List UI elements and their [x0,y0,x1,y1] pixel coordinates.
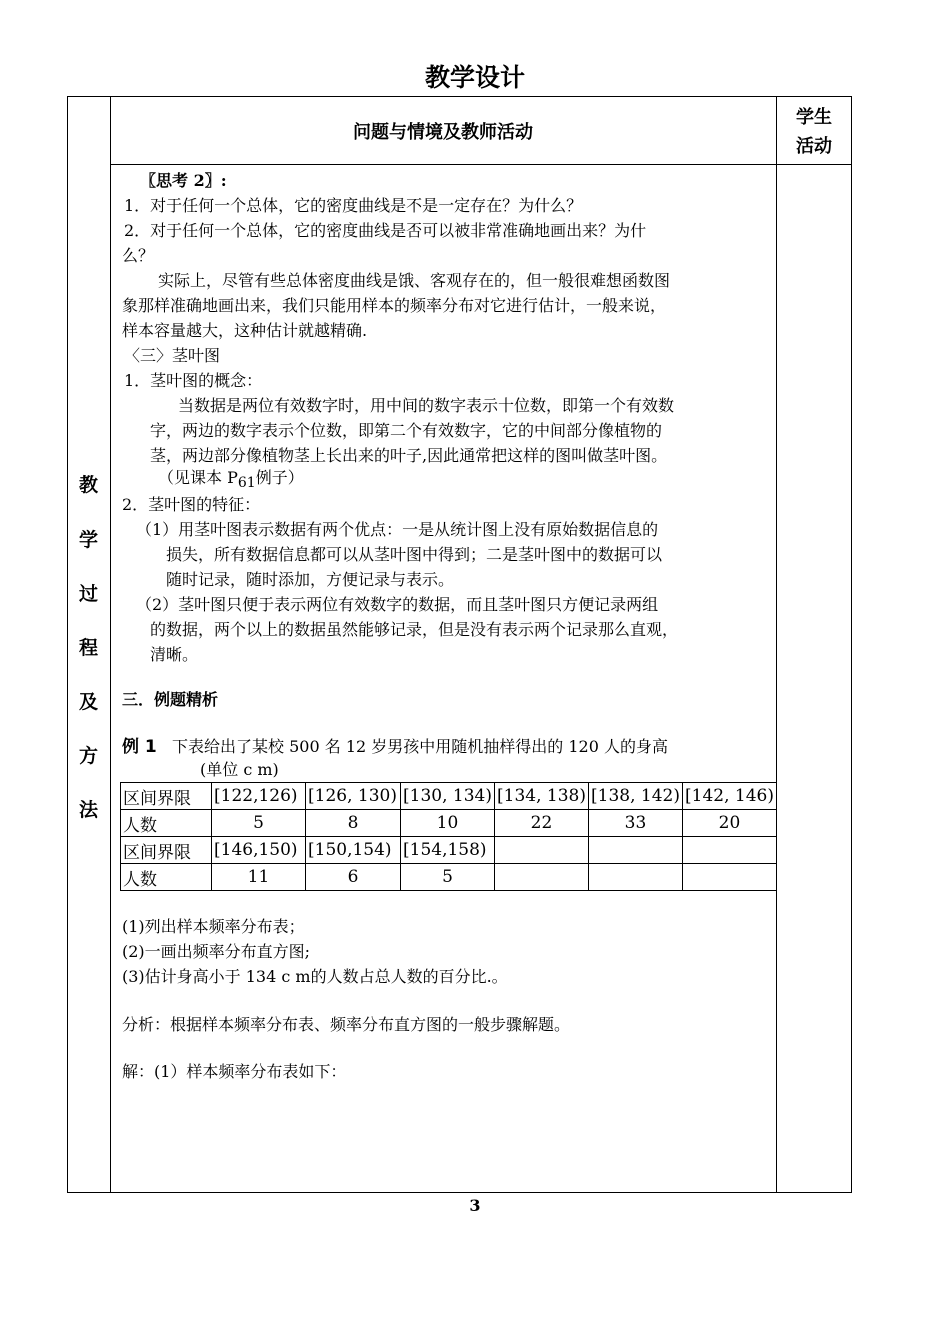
concept-line: 字，两边的数字表示个位数，即第二个有效数字，它的中间部分像植物的 [150,421,663,440]
side-label-char: 方 [78,745,98,767]
feature-line: （2）茎叶图只便于表示两位有效数字的数据，而且茎叶图只方便记录两组 [136,595,659,614]
feature-line: 的数据，两个以上的数据虽然能够记录，但是没有表示两个记录那么直观， [150,620,679,639]
textbook-reference [158,466,304,495]
table-cell: 区间界限 [121,783,212,810]
analysis-text: 分析：根据样本频率分布表、频率分布直方图的一般步骤解题。 [122,1015,571,1034]
table-cell: [122,126) [212,783,306,810]
header-divider-right [776,164,852,165]
table-cell: 人数 [121,810,212,837]
question-2-line2: 么？ [122,246,155,265]
side-label-char: 学 [78,529,98,551]
table-cell: 5 [212,810,306,837]
table-row [121,783,777,810]
table-cell: 6 [306,864,401,891]
section-heading-stem-leaf: 〈三〉茎叶图 [124,346,221,365]
section-heading-examples: 三．例题精析 [122,690,219,709]
task-1: (1)列出样本频率分布表； [122,917,305,936]
reference-page: 61 [237,475,256,492]
table-cell: [146,150) [212,837,306,864]
header-divider [110,164,776,165]
table-cell: [154,158) [401,837,495,864]
table-cell [589,837,683,864]
table-cell [495,864,589,891]
reference-suffix: 例子） [255,468,304,487]
paragraph-line: 象那样准确地画出来，我们只能用样本的频率分布对它进行估计，一般来说， [122,296,667,315]
example-1-text [122,735,668,759]
side-label-char: 及 [78,691,98,713]
page-number: 3 [469,1196,481,1215]
table-cell [589,864,683,891]
side-label-char: 过 [78,583,98,605]
concept-line: 茎，两边部分像植物茎上长出来的叶子,因此通常把这样的图叫做茎叶图。 [150,446,668,465]
feature-line: （1）用茎叶图表示数据有两个优点：一是从统计图上没有原始数据信息的 [136,520,659,539]
table-cell: [130, 134) [401,783,495,810]
table-row [121,837,777,864]
paragraph-line: 样本容量越大，这种估计就越精确. [122,321,368,340]
subheading-features: 2．茎叶图的特征： [122,495,261,514]
table-row [121,810,777,837]
table-cell: 8 [306,810,401,837]
solution-text: 解：(1）样本频率分布表如下： [122,1062,347,1081]
think-label: 〖思考 2〗: [140,171,227,190]
table-cell: 10 [401,810,495,837]
column-header-student-line2: 活动 [796,136,832,157]
reference-prefix: （见课本 P [158,468,238,487]
side-label-char: 程 [78,637,98,659]
feature-line: 随时记录，随时添加，方便记录与表示。 [166,570,455,589]
table-cell [683,864,777,891]
question-2-line1: 2．对于任何一个总体，它的密度曲线是否可以被非常准确地画出来？为什 [124,221,647,240]
table-row [121,864,777,891]
example-label: 例 1 [122,737,157,757]
column-header-student [776,103,852,161]
subheading-concept: 1．茎叶图的概念： [124,371,263,390]
table-cell: [150,154) [306,837,401,864]
feature-line: 损失，所有数据信息都可以从茎叶图中得到；二是茎叶图中的数据可以 [166,545,663,564]
concept-line: 当数据是两位有效数字时，用中间的数字表示十位数，即第一个有效数 [178,396,675,415]
height-data-table [120,782,777,891]
table-cell [495,837,589,864]
example-description: 下表给出了某校 500 名 12 岁男孩中用随机抽样得出的 120 人的身高 [172,737,668,756]
paragraph-line: 实际上，尽管有些总体密度曲线是饿、客观存在的，但一般很难想函数图 [158,271,671,290]
table-cell: [142, 146) [683,783,777,810]
table-cell: [134, 138) [495,783,589,810]
question-1: 1．对于任何一个总体，它的密度曲线是不是一定存在？为什么？ [124,196,583,215]
side-label-char: 教 [78,474,98,496]
task-3: (3)估计身高小于 134 c m的人数占总人数的百分比.。 [122,967,508,986]
example-unit: (单位 c m) [200,760,279,779]
feature-line: 清晰。 [150,645,199,664]
table-cell [683,837,777,864]
task-2: (2)一画出频率分布直方图; [122,942,311,961]
side-label-char: 法 [78,799,98,821]
divider-left [110,96,111,1193]
table-cell: 11 [212,864,306,891]
table-cell: [126, 130) [306,783,401,810]
table-cell: 20 [683,810,777,837]
table-cell: 33 [589,810,683,837]
table-cell: 22 [495,810,589,837]
column-header-student-line1: 学生 [796,107,832,128]
table-cell: 人数 [121,864,212,891]
table-cell: [138, 142) [589,783,683,810]
table-cell: 区间界限 [121,837,212,864]
divider-right [776,96,777,1193]
document-title: 教学设计 [424,63,525,92]
table-cell: 5 [401,864,495,891]
column-header-activities: 问题与情境及教师活动 [353,122,533,143]
